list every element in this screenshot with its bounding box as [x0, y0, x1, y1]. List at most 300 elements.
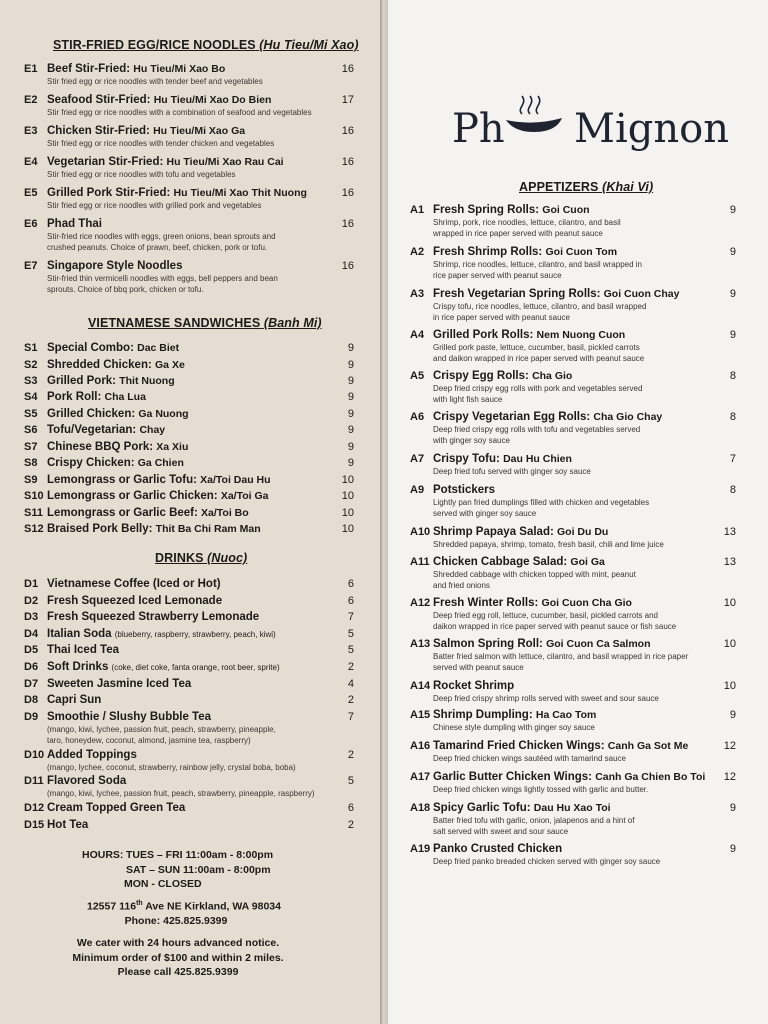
- item-code: D8: [24, 694, 39, 706]
- noodles-item: [24, 63, 360, 86]
- item-code: D6: [24, 661, 39, 673]
- item-name: [47, 424, 165, 436]
- item-name-en: Fresh Squeezed Iced Lemonade: [47, 595, 223, 607]
- item-description: Stir-fried thin vermicelli noodles with eggs, bell peppers and bean: [47, 274, 278, 283]
- catering-line-3: Please call 425.825.9399: [117, 966, 239, 978]
- item-name-en: Spicy Garlic Tofu:: [433, 802, 531, 814]
- item-name-en: Potstickers: [433, 484, 496, 496]
- item-name-vn: Xa/Toi Dau Hu: [200, 474, 271, 486]
- item-description: Deep fried crispy egg rolls with tofu and vegetables served: [433, 425, 641, 434]
- item-description: wrapped in rice paper served with peanut sauce: [433, 228, 603, 238]
- item-name: [47, 595, 222, 607]
- item-name-en: Flavored Soda: [47, 775, 127, 787]
- item-name-en: Cream Topped Green Tea: [47, 802, 186, 814]
- restaurant-logo: [452, 92, 729, 162]
- item-name-en: Vegetarian Stir-Fried:: [47, 156, 164, 168]
- item-name: [47, 457, 184, 469]
- item-code: D11: [24, 775, 44, 787]
- drinks-item: [24, 611, 360, 625]
- item-name: [47, 342, 179, 354]
- item-description: (mango, lychee, coconut, strawberry, rainbow jelly, crystal boba, boba): [47, 763, 296, 772]
- sandwiches-item: [24, 441, 360, 455]
- item-name: [47, 156, 284, 168]
- hours-monday: MON - CLOSED: [124, 878, 202, 890]
- item-code: S11: [24, 507, 43, 519]
- steaming-bowl-icon: [500, 92, 570, 152]
- item-name-en: Chicken Cabbage Salad:: [433, 556, 568, 568]
- appetizers-item: [410, 288, 742, 322]
- item-name: [47, 694, 101, 706]
- item-name-en: Chicken Stir-Fried:: [47, 125, 150, 137]
- item-price: 16: [341, 260, 354, 272]
- item-price: 2: [347, 661, 354, 673]
- item-code: S2: [24, 359, 38, 371]
- item-code: A2: [410, 246, 425, 258]
- item-name-vn: Xa Xiu: [156, 441, 189, 453]
- item-price: 9: [729, 709, 736, 721]
- item-name: [47, 474, 271, 486]
- item-name-vn: Ga Xe: [155, 359, 185, 371]
- item-name: [47, 125, 245, 137]
- item-name-en: Crispy Vegetarian Egg Rolls:: [433, 411, 591, 423]
- item-name-en: Crispy Tofu:: [433, 453, 500, 465]
- item-code: A11: [410, 556, 430, 568]
- item-description: Stir-fried rice noodles with eggs, green onions, bean sprouts and: [47, 232, 276, 241]
- item-name-en: Crispy Chicken:: [47, 457, 135, 469]
- item-price: 13: [723, 526, 736, 538]
- item-name: [47, 218, 102, 230]
- item-name-en: Grilled Pork Rolls:: [433, 329, 534, 341]
- item-name: [433, 556, 605, 568]
- item-code: E5: [24, 187, 38, 199]
- item-code: S8: [24, 457, 38, 469]
- sandwiches-item: [24, 391, 360, 405]
- item-price: 8: [729, 370, 736, 382]
- drinks-item: [24, 628, 360, 642]
- appetizers-item: [410, 771, 742, 794]
- item-name-vn: Dau Hu Chien: [503, 453, 572, 465]
- item-code: D1: [24, 578, 39, 590]
- item-description: Stir fried egg or rice noodles with tofu and vegetables: [47, 170, 236, 179]
- item-name-en: Fresh Squeezed Strawberry Lemonade: [47, 611, 260, 623]
- item-description: Deep fried crispy egg rolls with pork and vegetables served: [433, 384, 643, 393]
- item-price: 10: [341, 507, 354, 519]
- hours-weekend: SAT – SUN 11:00am - 8:00pm: [126, 864, 271, 876]
- drinks-item: [24, 775, 360, 798]
- item-name-en: Phad Thai: [47, 218, 102, 230]
- item-name-en: Tamarind Fried Chicken Wings:: [433, 740, 605, 752]
- noodles-item: [24, 94, 360, 117]
- item-name: [433, 740, 688, 752]
- item-code: S3: [24, 375, 38, 387]
- item-name-vn: Nem Nuong Cuon: [536, 329, 626, 341]
- hours-label: HOURS:: [82, 849, 124, 861]
- item-price: 10: [723, 597, 736, 609]
- item-price: 10: [723, 680, 736, 692]
- item-name: [433, 709, 596, 721]
- address: 12557 116th Ave NE Kirkland, WA 98034: [87, 900, 281, 913]
- item-name-en: Italian Soda: [47, 628, 112, 640]
- item-description: Deep fried chicken wings lightly tossed with garlic and butter.: [433, 785, 649, 794]
- item-name: [433, 843, 562, 855]
- item-price: 9: [729, 246, 736, 258]
- item-description: salt served with sweet and sour sauce: [433, 826, 569, 836]
- item-name-en: Lemongrass or Garlic Tofu:: [47, 474, 197, 486]
- item-name: [47, 749, 137, 761]
- item-price: 9: [729, 329, 736, 341]
- item-name: [47, 359, 185, 371]
- item-price: 2: [347, 749, 354, 761]
- item-description: Batter fried tofu with garlic, onion, jalapenos and a hint of: [433, 816, 635, 825]
- item-name-vn: Hu Tieu/Mi Xao Thit Nuong: [173, 187, 307, 199]
- item-code: A4: [410, 329, 425, 341]
- item-name-en: Grilled Chicken:: [47, 408, 136, 420]
- item-code: E6: [24, 218, 38, 230]
- item-description: Lightly pan fried dumplings filled with chicken and vegetables: [433, 498, 650, 507]
- item-name: [433, 597, 632, 609]
- item-name-vn: Ga Nuong: [138, 408, 189, 420]
- item-description: Stir fried egg or rice noodles with a combination of seafood and vegetables: [47, 108, 312, 117]
- item-price: 2: [347, 694, 354, 706]
- item-name-en: Garlic Butter Chicken Wings:: [433, 771, 593, 783]
- item-price: 9: [347, 375, 354, 387]
- item-code: D3: [24, 611, 39, 623]
- drinks-item: [24, 749, 360, 772]
- item-code: D2: [24, 595, 39, 607]
- item-name: [47, 187, 307, 199]
- item-price: 9: [347, 359, 354, 371]
- catering-line-1: We cater with 24 hours advanced notice.: [76, 937, 280, 949]
- item-name-en: Added Toppings: [47, 749, 137, 761]
- item-description: (mango, kiwi, lychee, passion fruit, peach, strawberry, pineapple, raspberry): [47, 789, 315, 798]
- item-name-vn: Canh Ga Chien Bo Toi: [595, 771, 706, 783]
- item-code: A14: [410, 680, 431, 692]
- sandwiches-item: [24, 359, 360, 373]
- item-name-en: Shrimp Dumpling:: [433, 709, 533, 721]
- sandwiches-item: [24, 342, 360, 356]
- item-code: S10: [24, 490, 44, 502]
- item-price: 8: [729, 484, 736, 496]
- item-code: E3: [24, 125, 38, 137]
- item-name: [433, 204, 590, 216]
- item-name-vn: Hu Tieu/Mi Xao Do Bien: [153, 94, 272, 106]
- item-price: 9: [729, 288, 736, 300]
- item-price: 8: [729, 411, 736, 423]
- item-price: 13: [723, 556, 736, 568]
- item-code: A10: [410, 526, 431, 538]
- item-name: [47, 661, 280, 673]
- item-name: [47, 94, 271, 106]
- item-code: D10: [24, 749, 45, 761]
- item-price: 16: [341, 187, 354, 199]
- item-name: [433, 246, 617, 258]
- item-name: [433, 288, 679, 300]
- item-name-vn: Cha Lua: [104, 391, 146, 403]
- item-name: [47, 391, 146, 403]
- item-price: 10: [341, 490, 354, 502]
- item-price: 9: [347, 391, 354, 403]
- item-code: S1: [24, 342, 38, 354]
- item-name: [47, 628, 276, 640]
- item-name: [47, 441, 188, 453]
- item-price: 9: [347, 342, 354, 354]
- drinks-item: [24, 678, 360, 692]
- item-name-vn: Goi Cuon Ca Salmon: [546, 638, 651, 650]
- item-name: [433, 638, 651, 650]
- appetizers-item: [410, 709, 742, 732]
- item-description: Deep fried egg roll, lettuce, cucumber, basil, pickled carrots and: [433, 611, 659, 620]
- item-price: 6: [347, 595, 354, 607]
- item-description: sprouts. Choice of bbq pork, chicken or tofu.: [47, 284, 204, 294]
- appetizers-item: [410, 484, 742, 518]
- item-price: 5: [347, 628, 354, 640]
- item-description: Deep fried panko breaded chicken served with ginger soy sauce: [433, 857, 661, 866]
- noodles-item: [24, 187, 360, 210]
- item-name-vn: Goi Cuon Tom: [545, 246, 618, 258]
- item-name-en: Salmon Spring Roll:: [433, 638, 543, 650]
- sandwiches-item: [24, 490, 360, 504]
- item-price: 9: [347, 424, 354, 436]
- item-code: D12: [24, 802, 45, 814]
- item-code: D9: [24, 711, 39, 723]
- appetizers-item: [410, 453, 742, 476]
- appetizers-item: [410, 802, 742, 836]
- drinks-item: [24, 711, 360, 745]
- item-name-vn: Dac Biet: [137, 342, 180, 354]
- item-name: [47, 775, 126, 787]
- appetizers-item: [410, 680, 742, 703]
- item-code: S5: [24, 408, 38, 420]
- item-name-vn: Cha Gio: [532, 370, 573, 382]
- item-name: [47, 63, 225, 75]
- sandwiches-section-title: VIETNAMESE SANDWICHES (Banh Mi): [88, 316, 322, 330]
- item-name-en: Thai Iced Tea: [47, 644, 120, 656]
- appetizers-item: [410, 204, 742, 238]
- item-description: served with peanut sauce: [433, 662, 524, 672]
- noodles-item: [24, 260, 360, 294]
- item-name: [47, 578, 221, 590]
- item-description: rice paper served with peanut sauce: [433, 270, 562, 280]
- item-name-en: Singapore Style Noodles: [47, 260, 183, 272]
- item-name-vn: Ha Cao Tom: [535, 709, 597, 721]
- item-name: [433, 411, 662, 423]
- appetizers-item: [410, 740, 742, 763]
- noodles-section-title: STIR-FRIED EGG/RICE NOODLES (Hu Tieu/Mi Xao): [53, 38, 359, 52]
- item-description: Stir fried egg or rice noodles with tender beef and vegetables: [47, 77, 263, 86]
- item-name-en: Fresh Shrimp Rolls:: [433, 246, 543, 258]
- item-code: S4: [24, 391, 38, 403]
- item-name-vn: Hu Tieu/Mi Xao Bo: [133, 63, 226, 75]
- item-code: S7: [24, 441, 38, 453]
- item-name: [47, 678, 191, 690]
- item-description: Shrimp, rice noodles, lettuce, cilantro, and basil wrapped in: [433, 260, 642, 269]
- item-code: A7: [410, 453, 425, 465]
- item-price: 17: [341, 94, 354, 106]
- item-name-vn: Canh Ga Sot Me: [607, 740, 689, 752]
- item-name-en: Capri Sun: [47, 694, 102, 706]
- appetizers-item: [410, 411, 742, 445]
- item-price: 5: [347, 644, 354, 656]
- item-description: in rice paper served with peanut sauce: [433, 312, 570, 322]
- item-price: 9: [729, 204, 736, 216]
- item-name-en: Grilled Pork Stir-Fried:: [47, 187, 171, 199]
- item-price: 9: [347, 408, 354, 420]
- item-price: 5: [347, 775, 354, 787]
- item-code: S6: [24, 424, 38, 436]
- item-description: with ginger soy sauce: [433, 435, 510, 445]
- item-name-en: Vietnamese Coffee (Iced or Hot): [47, 578, 221, 590]
- item-code: A12: [410, 597, 431, 609]
- item-name-en: Special Combo:: [47, 342, 134, 354]
- item-name: [47, 260, 182, 272]
- item-name: [433, 484, 495, 496]
- item-name-vn: Goi Ga: [570, 556, 605, 568]
- item-description: Stir fried egg or rice noodles with grilled pork and vegetables: [47, 201, 262, 210]
- item-description: daikon wrapped in rice paper served with peanut sauce or fish sauce: [433, 621, 677, 631]
- item-name-en: Lemongrass or Garlic Beef:: [47, 507, 198, 519]
- item-name-vn: Hu Tieu/Mi Xao Ga: [153, 125, 246, 137]
- item-price: 9: [347, 441, 354, 453]
- item-name-vn: Dau Hu Xao Toi: [533, 802, 611, 814]
- appetizers-item: [410, 246, 742, 280]
- item-code: E7: [24, 260, 38, 272]
- item-code: A17: [410, 771, 431, 783]
- item-description: served with ginger soy sauce: [433, 508, 537, 518]
- sandwiches-item: [24, 507, 360, 521]
- item-price: 7: [347, 711, 354, 723]
- item-description: taro, honeydew, coconut, almond, jasmine tea, raspberry): [47, 735, 251, 745]
- item-name-vn: Xa/Toi Ga: [220, 490, 269, 502]
- item-name: [47, 644, 119, 656]
- item-name-en: Fresh Winter Rolls:: [433, 597, 539, 609]
- catering-line-2: Minimum order of $100 and within 2 miles.: [72, 952, 284, 964]
- item-name: [433, 329, 625, 341]
- item-name-en: Tofu/Vegetarian:: [47, 424, 137, 436]
- item-price: 4: [347, 678, 354, 690]
- drinks-item: [24, 694, 360, 708]
- item-description: Crispy tofu, rice noodles, lettuce, cilantro, and basil wrapped: [433, 302, 647, 311]
- item-name-en: Sweeten Jasmine Iced Tea: [47, 678, 192, 690]
- item-name-en: Smoothie / Slushy Bubble Tea: [47, 711, 212, 723]
- item-price: 6: [347, 802, 354, 814]
- item-price: 10: [341, 474, 354, 486]
- item-price: 9: [347, 457, 354, 469]
- item-code: A5: [410, 370, 425, 382]
- item-description: Batter fried salmon with lettuce, cilantro, and basil wrapped in rice paper: [433, 652, 689, 661]
- item-description: and fried onions: [433, 580, 490, 590]
- item-name-en: Fresh Vegetarian Spring Rolls:: [433, 288, 601, 300]
- appetizers-item: [410, 638, 742, 672]
- item-name-en: Shrimp Papaya Salad:: [433, 526, 554, 538]
- item-code: A6: [410, 411, 425, 423]
- hours-weekday: TUES – FRI 11:00am - 8:00pm: [126, 849, 274, 861]
- item-name: [433, 680, 514, 692]
- item-code: E2: [24, 94, 38, 106]
- item-name-en: Panko Crusted Chicken: [433, 843, 563, 855]
- item-name-en: Chinese BBQ Pork:: [47, 441, 154, 453]
- item-name-en: Crispy Egg Rolls:: [433, 370, 529, 382]
- logo-text-right: Mignon: [574, 106, 729, 152]
- item-price: 9: [729, 843, 736, 855]
- item-name: [433, 526, 608, 538]
- item-name: [47, 375, 175, 387]
- item-name-vn: Hu Tieu/Mi Xao Rau Cai: [166, 156, 284, 168]
- item-code: A1: [410, 204, 425, 216]
- drinks-item: [24, 644, 360, 658]
- item-name-en: Shredded Chicken:: [47, 359, 152, 371]
- item-description: Deep fried chicken wings sautéed with tamarind sauce: [433, 754, 626, 763]
- appetizers-item: [410, 556, 742, 590]
- item-code: A15: [410, 709, 431, 721]
- item-name: [47, 611, 259, 623]
- item-code: S9: [24, 474, 38, 486]
- item-description: Deep fried crispy shrimp rolls served with sweet and sour sauce: [433, 694, 659, 703]
- logo-text-left: Ph: [452, 106, 505, 152]
- appetizers-item: [410, 329, 742, 363]
- item-name-en: Grilled Pork:: [47, 375, 117, 387]
- item-name-en: Fresh Spring Rolls:: [433, 204, 540, 216]
- drinks-item: [24, 819, 360, 833]
- item-name: [433, 771, 705, 783]
- item-price: 9: [729, 802, 736, 814]
- item-code: D15: [24, 819, 45, 831]
- item-price: 12: [723, 771, 736, 783]
- sandwiches-item: [24, 457, 360, 471]
- item-name-vn: Thit Ba Chi Ram Man: [155, 523, 261, 535]
- phone-number: Phone: 425.825.9399: [124, 915, 228, 927]
- item-description: Shredded cabbage with chicken topped with mint, peanut: [433, 570, 636, 579]
- sandwiches-item: [24, 375, 360, 389]
- item-code: A18: [410, 802, 431, 814]
- sandwiches-item: [24, 408, 360, 422]
- item-name-vn: Cha Gio Chay: [593, 411, 663, 423]
- item-price: 7: [347, 611, 354, 623]
- item-name-en: Soft Drinks: [47, 661, 109, 673]
- item-description: Chinese style dumpling with ginger soy sauce: [433, 723, 595, 732]
- item-price: 16: [341, 63, 354, 75]
- item-code: D5: [24, 644, 39, 656]
- item-name: [47, 523, 261, 535]
- item-price: 7: [729, 453, 736, 465]
- item-name-en: Pork Roll:: [47, 391, 102, 403]
- page-fold: [380, 0, 388, 1024]
- noodles-item: [24, 218, 360, 252]
- drinks-item: [24, 595, 360, 609]
- item-name: [433, 802, 611, 814]
- drinks-section-title: DRINKS (Nuoc): [155, 551, 248, 565]
- drinks-item: [24, 802, 360, 816]
- item-note: (blueberry, raspberry, strawberry, peach, kiwi): [114, 630, 276, 639]
- item-name: [47, 802, 185, 814]
- item-name-vn: Goi Cuon: [542, 204, 590, 216]
- item-name-vn: Xa/Toi Bo: [201, 507, 249, 519]
- item-name: [433, 453, 572, 465]
- item-description: Shrimp, pork, rice noodles, lettuce, cilantro, and basil: [433, 218, 621, 227]
- item-price: 16: [341, 125, 354, 137]
- item-name: [47, 507, 249, 519]
- item-name-en: Lemongrass or Garlic Chicken:: [47, 490, 218, 502]
- item-code: A3: [410, 288, 425, 300]
- item-price: 6: [347, 578, 354, 590]
- noodles-item: [24, 125, 360, 148]
- item-name-en: Beef Stir-Fried:: [47, 63, 131, 75]
- item-name-vn: Thit Nuong: [119, 375, 175, 387]
- item-description: Shredded papaya, shrimp, tomato, fresh basil, chili and lime juice: [433, 540, 664, 549]
- drinks-item: [24, 661, 360, 675]
- item-code: A13: [410, 638, 431, 650]
- item-description: Deep fried tofu served with ginger soy sauce: [433, 467, 591, 476]
- item-description: with light fish sauce: [433, 394, 503, 404]
